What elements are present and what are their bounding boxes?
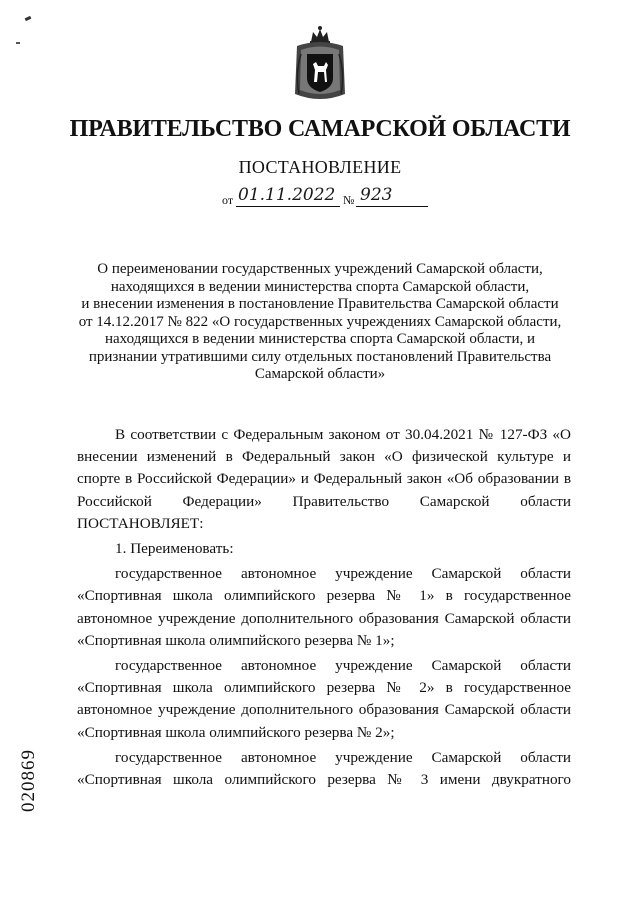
subject-line: О переименовании государственных учреждений Самарской области,	[97, 261, 543, 277]
document-body	[77, 424, 571, 791]
rename-paragraph: государственное автономное учреждение Самарской области «Спортивная школа олимпийского резерва № 2» в государственное автономное учреждение дополнительного образования Самарской области «Спортивная школа олимпийского резерва № 2»;	[77, 657, 571, 741]
scan-mark	[16, 42, 20, 44]
government-title: ПРАВИТЕЛЬСТВО САМАРСКОЙ ОБЛАСТИ	[69, 116, 571, 142]
number-underline	[356, 206, 428, 207]
subject-line: Самарской области»	[254, 366, 386, 382]
list-item-heading: 1. Переименовать:	[115, 540, 234, 558]
rename-paragraph: государственное автономное учреждение Самарской области «Спортивная школа олимпийского резерва № 1» в государственное автономное учреждение дополнительного образования Самарской области «Спортивная школа олимпийского резерва № 1»;	[77, 565, 571, 649]
date-prefix: от	[222, 193, 234, 207]
coat-of-arms-icon	[291, 24, 349, 104]
serial-number: 020869	[18, 749, 39, 812]
subject-line: от 14.12.2017 № 822 «О государственных учреждениях Самарской области,	[78, 313, 562, 330]
date-underline	[236, 206, 340, 207]
document-type: ПОСТАНОВЛЕНИЕ	[238, 157, 402, 177]
preamble-paragraph: В соответствии с Федеральным законом от 30.04.2021 № 127-ФЗ «О внесении изменений в Федеральный закон «О физической культуре и спорте в Российской Федерации» и Федеральный закон «Об образовании в Российской Федерации» Правительство Самарской области ПОСТАНОВЛЯЕТ:	[77, 426, 571, 532]
subject-line: находящихся в ведении министерства спорта Самарской области,	[110, 278, 530, 295]
scan-mark	[25, 16, 32, 21]
rename-paragraph: государственное автономное учреждение Самарской области «Спортивная школа олимпийского резерва № 3 имени двукратного	[77, 748, 571, 789]
subject-line: и внесении изменения в постановление Правительства Самарской области	[81, 296, 559, 312]
date-number-line	[222, 185, 432, 211]
document-subject	[60, 261, 580, 384]
number-prefix: №	[343, 193, 355, 207]
subject-line: находящихся в ведении министерства спорта Самарской области, и	[105, 331, 535, 347]
subject-line: признании утратившими силу отдельных постановлений Правительства	[88, 348, 552, 365]
handwritten-number: 923	[360, 185, 393, 205]
handwritten-date: 01.11.2022	[238, 185, 336, 205]
